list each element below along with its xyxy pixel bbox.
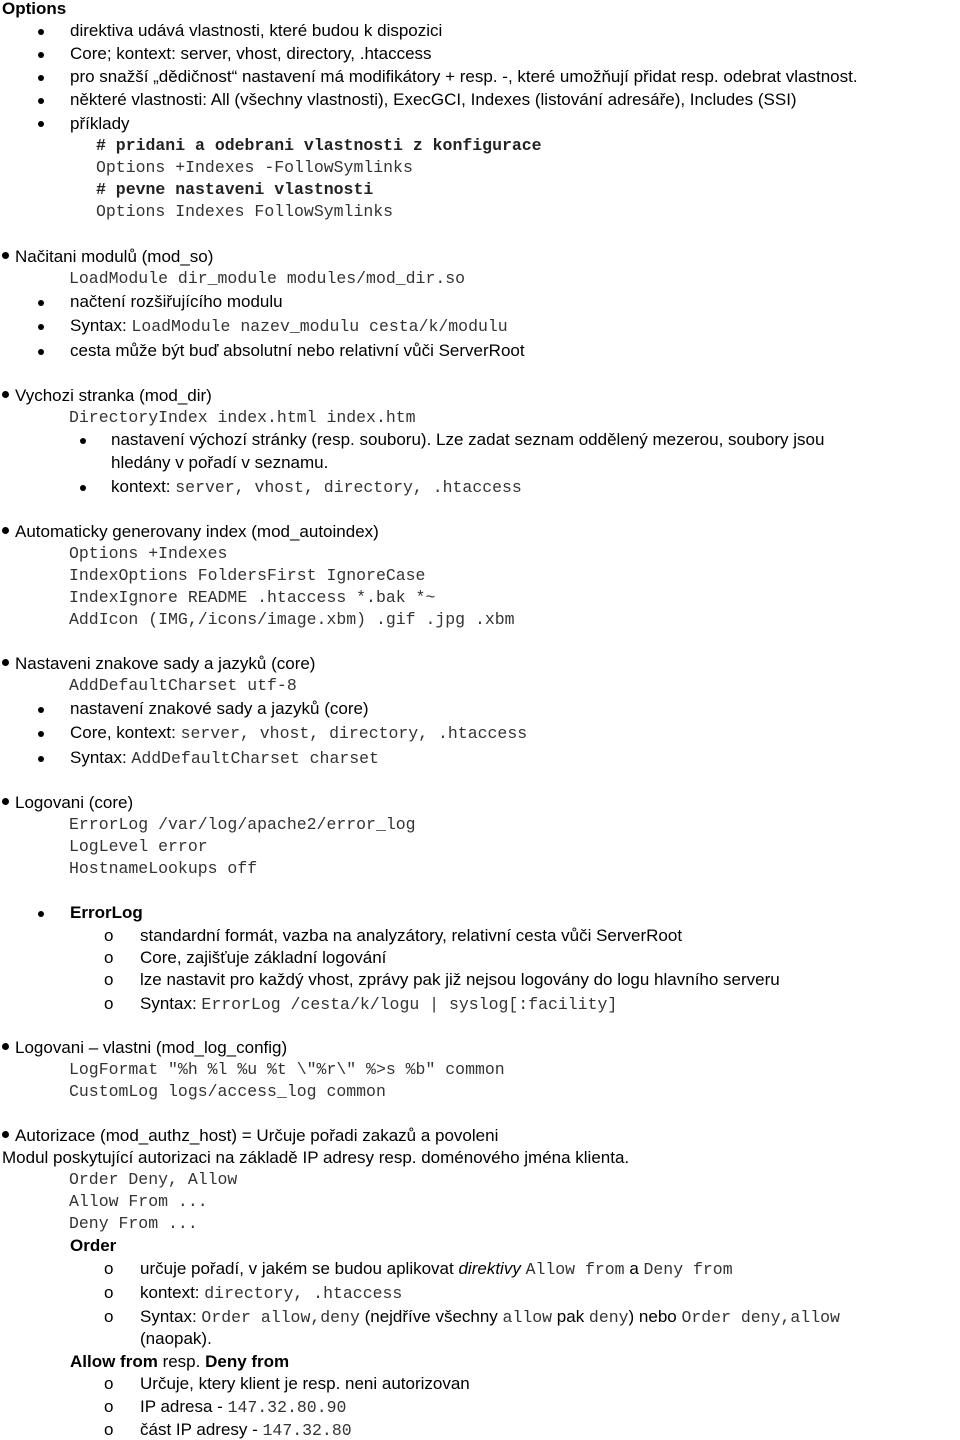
bullet-icon — [38, 29, 44, 35]
bullet-icon — [2, 1131, 9, 1138]
sub-bullet-icon: o — [104, 948, 114, 967]
bullet-icon — [2, 659, 9, 666]
bullet-icon — [38, 300, 44, 306]
options-title: Options — [2, 0, 67, 18]
log-config-title: Logovani – vlastni (mod_log_config) — [2, 1037, 287, 1059]
bullet-icon — [2, 252, 9, 259]
allow-item-2: IP adresa - 147.32.80.90 — [140, 1397, 347, 1417]
bullet-icon — [38, 756, 44, 762]
authz-title: Autorizace (mod_authz_host) = Určuje pořadi zakazů a povoleni — [2, 1125, 498, 1147]
order-item-2: kontext: directory, .htaccess — [140, 1283, 403, 1303]
log-config-code-2: CustomLog logs/access_log common — [69, 1082, 386, 1101]
bullet-icon — [80, 485, 86, 491]
charset-title: Nastaveni znakove sady a jazyků (core) — [2, 653, 315, 675]
sub-bullet-icon: o — [104, 970, 114, 989]
bullet-icon — [38, 121, 44, 127]
authz-code-1: Order Deny, Allow — [69, 1170, 238, 1189]
bullet-icon — [80, 438, 86, 444]
charset-code: AddDefaultCharset utf-8 — [69, 676, 297, 695]
logging-title: Logovani (core) — [2, 792, 133, 814]
order-heading: Order — [70, 1236, 117, 1255]
mod-dir-title: Vychozi stranka (mod_dir) — [2, 385, 212, 407]
sub-bullet-icon: o — [104, 1397, 114, 1416]
bullet-icon — [38, 349, 44, 355]
bullet-icon — [38, 98, 44, 104]
sub-bullet-icon: o — [104, 1307, 114, 1326]
authz-code-3: Deny From ... — [69, 1214, 198, 1233]
mod-so-bullet-2: Syntax: LoadModule nazev_modulu cesta/k/modulu — [70, 316, 508, 336]
sub-bullet-icon: o — [104, 1420, 114, 1439]
bullet-icon — [2, 1043, 9, 1050]
logging-code-2: LogLevel error — [69, 837, 208, 856]
mod-so-bullet-1: načtení rozšiřujícího modulu — [70, 292, 283, 311]
allow-from-heading: Allow from resp. Deny from — [70, 1352, 290, 1371]
options-bullet-3: pro snažší „dědičnost“ nastavení má modifikátory + resp. -, které umožňují přidat resp. odebrat vlastnost. — [70, 67, 858, 86]
mod-autoindex-code-1: Options +Indexes — [69, 544, 228, 563]
errorlog-heading: ErrorLog — [70, 903, 143, 922]
charset-bullet-1: nastavení znakové sady a jazyků (core) — [70, 699, 369, 718]
options-bullet-2: Core; kontext: server, vhost, directory, .htaccess — [70, 44, 432, 63]
bullet-icon — [38, 731, 44, 737]
options-code-comment-2: # pevne nastaveni vlastnosti — [96, 180, 374, 199]
options-code-comment-1: # pridani a odebrani vlastnosti z konfigurace — [96, 136, 542, 155]
bullet-icon — [38, 75, 44, 81]
mod-autoindex-code-4: AddIcon (IMG,/icons/image.xbm) .gif .jpg .xbm — [69, 610, 515, 629]
options-bullet-4: některé vlastnosti: All (všechny vlastnosti), ExecGCI, Indexes (listování adresáře), Includes (SSI) — [70, 90, 797, 109]
mod-dir-bullet-1a: nastavení výchozí stránky (resp. souboru). Lze zadat seznam oddělený mezerou, soubory jsou — [111, 430, 825, 449]
bullet-icon — [38, 707, 44, 713]
allow-item-1: Určuje, ktery klient je resp. neni autorizovan — [140, 1374, 470, 1393]
bullet-icon — [38, 324, 44, 330]
bullet-icon — [38, 911, 44, 917]
charset-bullet-3: Syntax: AddDefaultCharset charset — [70, 748, 379, 768]
options-bullet-1: direktiva udává vlastnosti, které budou k dispozici — [70, 21, 443, 40]
mod-so-code: LoadModule dir_module modules/mod_dir.so — [69, 269, 466, 288]
mod-so-bullet-3: cesta může být buď absolutní nebo relativní vůči ServerRoot — [70, 341, 525, 360]
sub-bullet-icon: o — [104, 1374, 114, 1393]
logging-code-3: HostnameLookups off — [69, 859, 258, 878]
options-code-1: Options +Indexes -FollowSymlinks — [96, 158, 413, 177]
bullet-icon — [2, 798, 9, 805]
sub-bullet-icon: o — [104, 1283, 114, 1302]
mod-autoindex-code-3: IndexIgnore README .htaccess *.bak *~ — [69, 588, 436, 607]
mod-dir-code: DirectoryIndex index.html index.htm — [69, 408, 416, 427]
order-item-3: Syntax: Order allow,deny (nejdříve všechny allow pak deny) nebo Order deny,allow — [140, 1307, 840, 1327]
mod-dir-bullet-1b: hledány v pořadí v seznamu. — [111, 453, 329, 472]
sub-bullet-icon: o — [104, 994, 114, 1013]
allow-item-3: část IP adresy - 147.32.80 — [140, 1420, 352, 1440]
errorlog-item-4: Syntax: ErrorLog /cesta/k/logu | syslog[:facility] — [140, 994, 618, 1014]
errorlog-item-3: lze nastavit pro každý vhost, zprávy pak již nejsou logovány do logu hlavního serveru — [140, 970, 780, 989]
bullet-icon — [2, 527, 9, 534]
order-item-1: určuje pořadí, v jakém se budou aplikovat direktivy Allow from a Deny from — [140, 1259, 733, 1279]
mod-autoindex-title: Automaticky generovany index (mod_autoindex) — [2, 521, 379, 543]
bullet-icon — [38, 52, 44, 58]
sub-bullet-icon: o — [104, 1259, 114, 1278]
order-item-3-cont: (naopak). — [140, 1329, 212, 1348]
charset-bullet-2: Core, kontext: server, vhost, directory, .htaccess — [70, 723, 528, 743]
mod-so-title: Načitani modulů (mod_so) — [2, 246, 213, 268]
sub-bullet-icon: o — [104, 926, 114, 945]
options-bullet-5: příklady — [70, 114, 130, 133]
options-code-2: Options Indexes FollowSymlinks — [96, 202, 394, 221]
log-config-code-1: LogFormat "%h %l %u %t \"%r\" %>s %b" common — [69, 1060, 505, 1079]
mod-dir-bullet-2: kontext: server, vhost, directory, .htaccess — [111, 477, 522, 497]
authz-code-2: Allow From ... — [69, 1192, 208, 1211]
logging-code-1: ErrorLog /var/log/apache2/error_log — [69, 815, 416, 834]
authz-intro: Modul poskytující autorizaci na základě IP adresy resp. doménového jména klienta. — [2, 1148, 630, 1167]
errorlog-item-2: Core, zajišťuje základní logování — [140, 948, 387, 967]
mod-autoindex-code-2: IndexOptions FoldersFirst IgnoreCase — [69, 566, 426, 585]
errorlog-item-1: standardní formát, vazba na analyzátory, relativní cesta vůči ServerRoot — [140, 926, 683, 945]
bullet-icon — [2, 391, 9, 398]
